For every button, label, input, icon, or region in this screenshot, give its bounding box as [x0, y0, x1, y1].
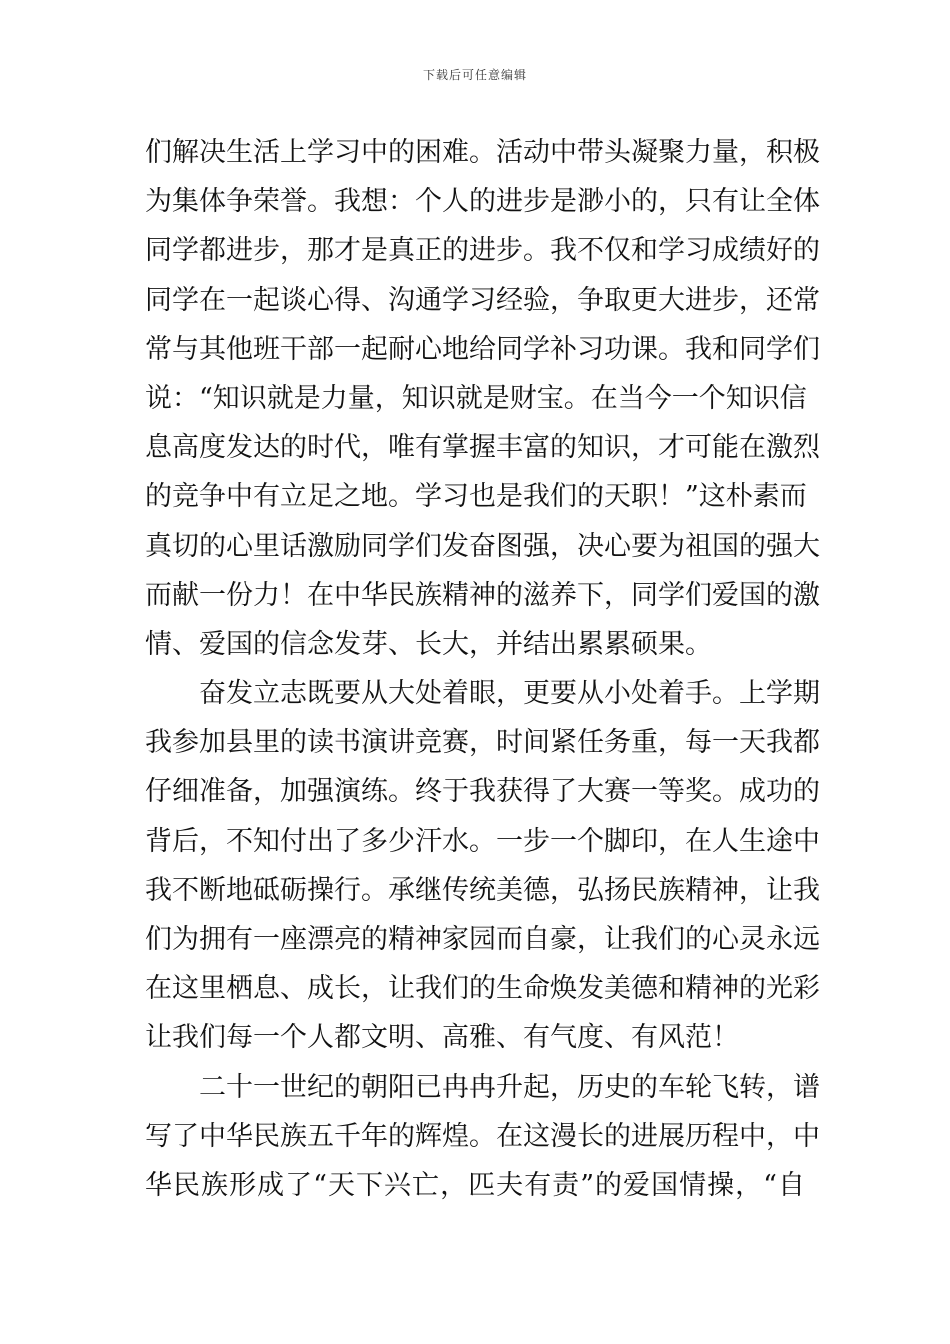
paragraph [145, 128, 820, 669]
text-line: 二十一世纪的朝阳已冉冉升起，历史的车轮飞转，谱 [199, 1071, 820, 1103]
text-line: 们为拥有一座漂亮的精神家园而自豪，让我们的心灵永远 [145, 924, 820, 955]
text-line: 我参加县里的读书演讲竞赛，时间紧任务重，每一天我都 [145, 727, 820, 759]
text-line: 们解决生活上学习中的困难。活动中带头凝聚力量，积极 [145, 137, 820, 168]
text-line: 说：“知识就是力量，知识就是财宝。在当今一个知识信 [145, 382, 807, 414]
text-line: 写了中华民族五千年的辉煌。在这漫长的进展历程中，中 [145, 1120, 820, 1152]
text-line: 为集体争荣誉。我想：个人的进步是渺小的，只有让全体 [145, 186, 820, 218]
text-line: 在这里栖息、成长，让我们的生命焕发美德和精神的光彩 [145, 973, 820, 1005]
text-line: 背后，不知付出了多少汗水。一步一个脚印，在人生途中 [145, 825, 820, 857]
document-body [145, 128, 820, 1210]
text-line: 常与其他班干部一起耐心地给同学补习功课。我和同学们 [145, 333, 820, 365]
text-line: 仔细准备，加强演练。终于我获得了大赛一等奖。成功的 [145, 776, 820, 808]
text-line: 息高度发达的时代，唯有掌握丰富的知识，才可能在激烈 [145, 432, 820, 464]
text-line: 而献一份力！在中华民族精神的滋养下，同学们爱国的激 [145, 579, 820, 611]
text-line: 情、爱国的信念发芽、长大，并结出累累硕果。 [145, 628, 712, 660]
text-line: 的竞争中有立足之地。学习也是我们的天职！”这朴素而 [145, 481, 807, 513]
paragraph [145, 669, 820, 1063]
text-line: 同学在一起谈心得、沟通学习经验，争取更大进步，还常 [145, 284, 820, 316]
page-header: 下载后可任意编辑 [422, 68, 527, 82]
text-line: 同学都进步，那才是真正的进步。我不仅和学习成绩好的 [145, 235, 820, 267]
paragraph [145, 1063, 820, 1211]
text-line: 华民族形成了“天下兴亡，匹夫有责”的爱国情操，“自 [145, 1169, 805, 1201]
text-line: 真切的心里话激励同学们发奋图强，决心要为祖国的强大 [145, 530, 820, 562]
text-line: 让我们每一个人都文明、高雅、有气度、有风范！ [145, 1022, 739, 1054]
text-line: 奋发立志既要从大处着眼，更要从小处着手。上学期 [199, 678, 820, 710]
text-line: 我不断地砥砺操行。承继传统美德，弘扬民族精神，让我 [145, 874, 820, 906]
